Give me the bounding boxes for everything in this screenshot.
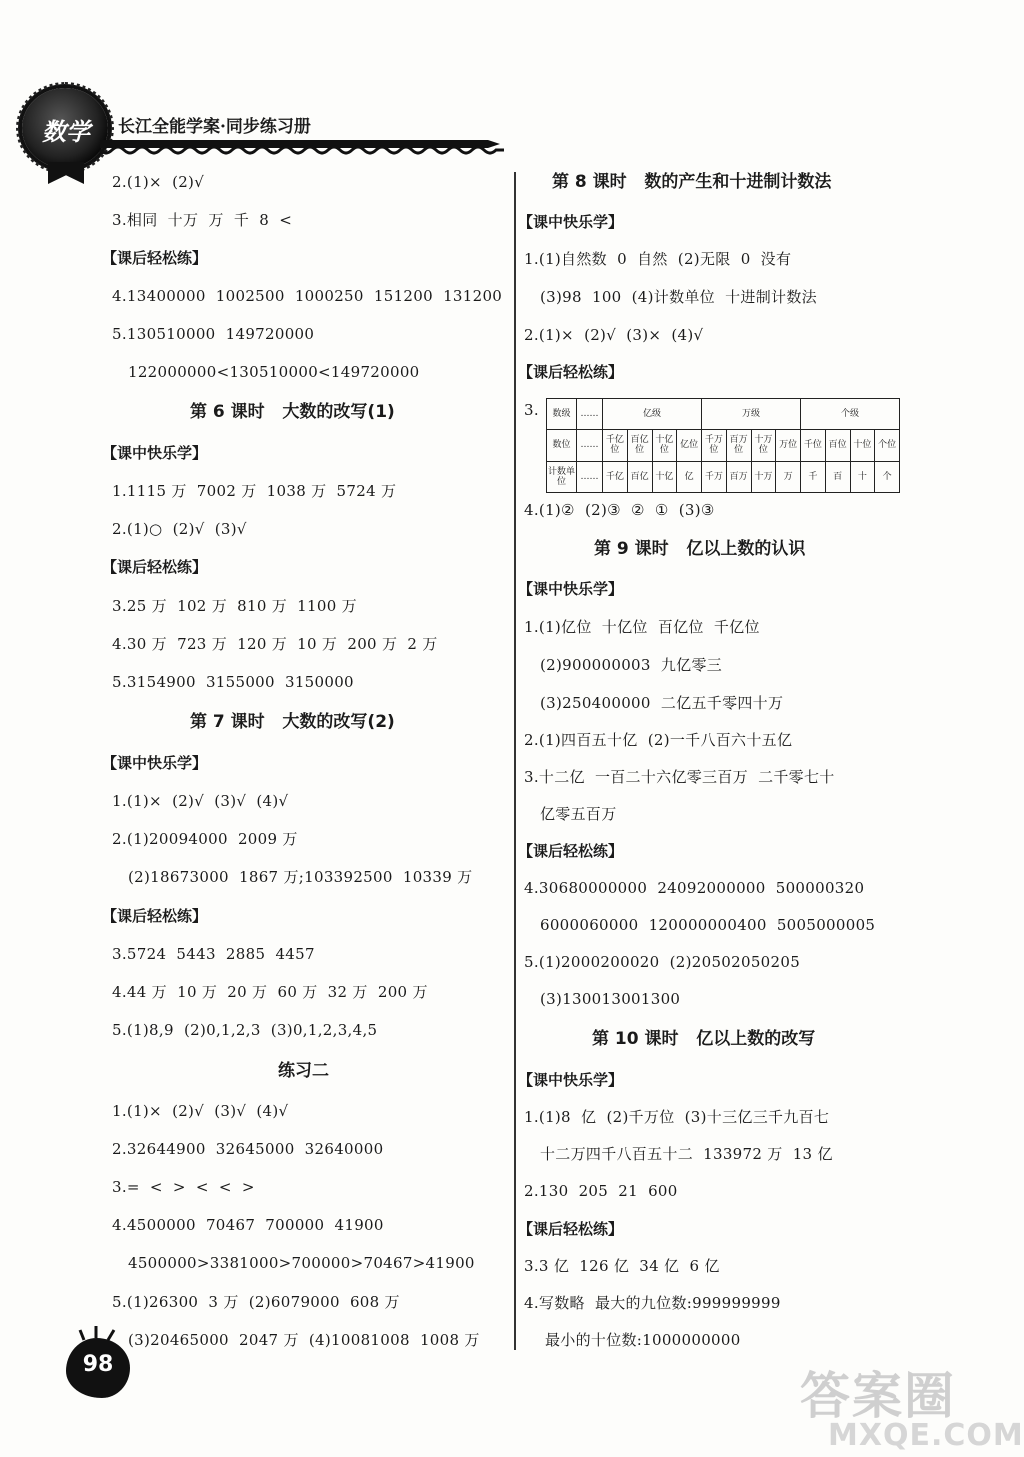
table-row-header: 数位 [547,430,577,461]
answer-line: (3)98 100 (4)计数单位 十进制计数法 [540,288,817,306]
answer-line: 4.13400000 1002500 1000250 151200 131200 [112,287,503,305]
answer-line: (2)18673000 1867 万;103392500 10339 万 [128,868,473,886]
table-cell: 十 [850,461,875,492]
answer-line: 2.(1)× (2)√ [112,173,205,191]
table-cell: 千万 [702,461,727,492]
table-cell: …… [577,430,603,461]
answer-line: (3)130013001300 [540,990,681,1008]
table-cell: 个级 [801,399,900,430]
answer-line: 1.(1)自然数 0 自然 (2)无限 0 没有 [524,250,792,268]
table-cell: 千亿 [603,461,628,492]
table-cell: 百万 [726,461,751,492]
answer-line: 4.30 万 723 万 120 万 10 万 200 万 2 万 [112,635,438,653]
book-title: 长江全能学案·同步练习册 [118,117,311,137]
answer-line: 2.130 205 21 600 [524,1182,678,1200]
table-cell: 十万 [751,461,776,492]
table-cell: 百亿 [627,461,652,492]
section-label: 【课后轻松练】 [102,907,208,925]
table-cell: 亿级 [603,399,702,430]
answer-line: 122000000<130510000<149720000 [128,363,420,381]
page-number: 98 [82,1352,114,1377]
answer-line: 3.3 亿 126 亿 34 亿 6 亿 [524,1257,720,1275]
table-cell: 万 [776,461,801,492]
table-cell: 十亿 [652,461,677,492]
answer-line: 3.十二亿 一百二十六亿零三百万 二千零七十 [524,768,835,786]
lesson-title: 第 8 课时 数的产生和十进制计数法 [552,172,832,192]
answer-line: 3.5724 5443 2885 4457 [112,945,315,963]
answer-line: 亿零五百万 [540,805,617,823]
answer-line: 3.25 万 102 万 810 万 1100 万 [112,597,357,615]
answer-line: 2.(1)○ (2)√ (3)√ [112,520,247,538]
table-cell: 十位 [850,430,875,461]
answer-line: 2.(1)20094000 2009 万 [112,830,298,848]
lesson-title: 第 10 课时 亿以上数的改写 [592,1029,816,1049]
section-label: 【课后轻松练】 [102,558,208,576]
lesson-title: 第 6 课时 大数的改写(1) [190,402,395,422]
answer-line: (3)20465000 2047 万 (4)10081008 1008 万 [128,1331,480,1349]
place-value-table [546,398,900,493]
answer-line: 4500000>3381000>700000>70467>41900 [128,1254,475,1272]
section-label: 【课后轻松练】 [102,249,208,267]
table-cell: 个 [875,461,900,492]
table-cell: 个位 [875,430,900,461]
table-row-header: 数级 [547,399,577,430]
table-cell: 亿 [677,461,702,492]
table-cell: 百亿位 [627,430,652,461]
section-label: 【课后轻松练】 [518,1220,624,1238]
answer-line: 3. [524,401,539,419]
answer-line: 5.(1)8,9 (2)0,1,2,3 (3)0,1,2,3,4,5 [112,1021,378,1039]
table-cell: 千位 [801,430,826,461]
answer-line: 3.= < > < < > [112,1178,255,1196]
subject-logo-text: 数学 [42,118,90,146]
table-cell: 十亿位 [652,430,677,461]
section-label: 【课中快乐学】 [518,213,624,231]
table-cell: 千亿位 [603,430,628,461]
answer-line: 最小的十位数:1000000000 [545,1331,741,1349]
watermark-logo-text: 答案圈 [800,1367,956,1425]
answer-line: 1.(1)× (2)√ (3)√ (4)√ [112,792,289,810]
table-cell: …… [577,399,603,430]
lesson-title: 第 7 课时 大数的改写(2) [190,712,395,732]
table-cell: 百万位 [726,430,751,461]
table-cell: 千万位 [702,430,727,461]
section-label: 【课后轻松练】 [518,842,624,860]
table-cell: 百 [825,461,850,492]
answer-line: 3.相同 十万 万 千 8 < [112,211,293,229]
answer-line: 1.1115 万 7002 万 1038 万 5724 万 [112,482,397,500]
answer-line: 5.(1)26300 3 万 (2)6079000 608 万 [112,1293,400,1311]
answer-line: 6000060000 120000000400 5005000005 [540,916,876,934]
exercise-title: 练习二 [278,1061,329,1081]
answer-line: 1.(1)8 亿 (2)千万位 (3)十三亿三千九百七 [524,1108,830,1126]
answer-line: 4.写数略 最大的九位数:999999999 [524,1294,781,1312]
answer-line: 4.30680000000 24092000000 500000320 [524,879,865,897]
table-cell: 亿位 [677,430,702,461]
table-cell: 万位 [776,430,801,461]
table-cell: 百位 [825,430,850,461]
answer-line: 2.(1)四百五十亿 (2)一千八百六十五亿 [524,731,793,749]
table-row-header: 计数单位 [547,461,577,492]
answer-line: 十二万四千八百五十二 133972 万 13 亿 [540,1145,833,1163]
lesson-title: 第 9 课时 亿以上数的认识 [594,539,806,559]
answer-line: 1.(1)× (2)√ (3)√ (4)√ [112,1102,289,1120]
answer-line: (2)900000003 九亿零三 [540,656,723,674]
answer-line: 4.44 万 10 万 20 万 60 万 32 万 200 万 [112,983,428,1001]
answer-line: 5.130510000 149720000 [112,325,315,343]
answer-line: 4.(1)② (2)③ ② ① (3)③ [524,501,715,519]
table-cell: …… [577,461,603,492]
logo-ribbon-icon [48,162,84,184]
column-divider [514,172,516,1350]
answer-line: 5.3154900 3155000 3150000 [112,673,354,691]
section-label: 【课后轻松练】 [518,363,624,381]
answer-line: 4.4500000 70467 700000 41900 [112,1216,384,1234]
section-label: 【课中快乐学】 [518,580,624,598]
table-cell: 十万位 [751,430,776,461]
answer-line: 1.(1)亿位 十亿位 百亿位 千亿位 [524,618,760,636]
watermark-url: MXQE.COM [828,1418,1024,1453]
answer-line: 2.(1)× (2)√ (3)× (4)√ [524,326,704,344]
section-label: 【课中快乐学】 [102,754,208,772]
answer-line: (3)250400000 二亿五千零四十万 [540,694,784,712]
header-wave-decoration [100,146,510,156]
section-label: 【课中快乐学】 [102,444,208,462]
section-label: 【课中快乐学】 [518,1071,624,1089]
table-cell: 千 [801,461,826,492]
table-cell: 万级 [702,399,801,430]
answer-line: 2.32644900 32645000 32640000 [112,1140,384,1158]
answer-line: 5.(1)2000200020 (2)20502050205 [524,953,801,971]
